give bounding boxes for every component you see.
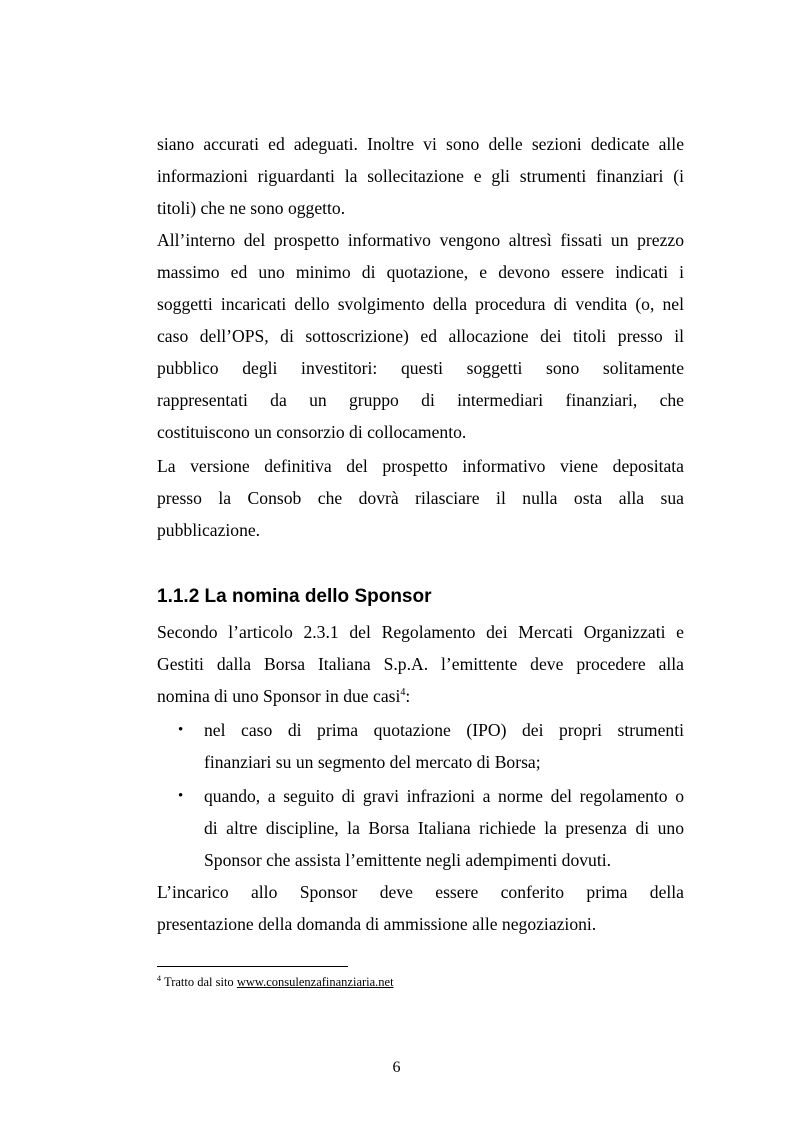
text-line: informazioni riguardanti la sollecitazione e gli strumenti finanziari (i — [157, 166, 684, 186]
text-line: quando, a seguito di gravi infrazioni a norme del regolamento o — [204, 786, 684, 806]
footnote-divider — [157, 966, 348, 967]
text-line: L’incarico allo Sponsor deve essere conferito prima della — [157, 882, 684, 902]
text-line: nel caso di prima quotazione (IPO) dei propri strumenti — [204, 720, 684, 740]
footnote — [157, 973, 394, 991]
text-line: rappresentati da un gruppo di intermediari finanziari, che — [157, 390, 684, 410]
footnote-number: 4 — [157, 973, 161, 983]
text-line: presso la Consob che dovrà rilasciare il nulla osta alla sua — [157, 488, 684, 508]
text-line: massimo ed uno minimo di quotazione, e devono essere indicati i — [157, 262, 684, 282]
text-line: pubblico degli investitori: questi soggetti sono solitamente — [157, 358, 684, 378]
page-number: 6 — [392, 1059, 401, 1076]
text-line — [157, 684, 684, 708]
text-line: finanziari su un segmento del mercato di Borsa; — [204, 752, 541, 772]
text-line: La versione definitiva del prospetto informativo viene depositata — [157, 456, 684, 476]
text-line: Secondo l’articolo 2.3.1 del Regolamento dei Mercati Organizzati e — [157, 622, 684, 642]
bullet-icon: • — [178, 722, 184, 738]
text-line: di altre discipline, la Borsa Italiana richiede la presenza di uno — [204, 818, 684, 838]
footnote-reference: 4 — [400, 687, 406, 699]
footnote-link[interactable]: www.consulenzafinanziaria.net — [236, 975, 394, 989]
text-line: caso dell’OPS, di sottoscrizione) ed allocazione dei titoli presso il — [157, 326, 684, 346]
section-heading: 1.1.2 La nomina dello Sponsor — [157, 586, 432, 607]
text-line: siano accurati ed adeguati. Inoltre vi sono delle sezioni dedicate alle — [157, 134, 684, 154]
text-line: All’interno del prospetto informativo vengono altresì fissati un prezzo — [157, 230, 684, 250]
footnote-text: Tratto dal sito — [164, 975, 234, 989]
text-line: Sponsor che assista l’emittente negli adempimenti dovuti. — [204, 850, 612, 870]
text-line: titoli) che ne sono oggetto. — [157, 198, 346, 218]
bullet-icon: • — [178, 788, 184, 804]
text-line: presentazione della domanda di ammissione alle negoziazioni. — [157, 914, 597, 934]
text-line: pubblicazione. — [157, 520, 261, 540]
text-fragment: : — [405, 686, 411, 706]
text-line: soggetti incaricati dello svolgimento della procedura di vendita (o, nel — [157, 294, 684, 314]
text-fragment: nomina di uno Sponsor in due casi — [157, 686, 401, 706]
text-line: costituiscono un consorzio di collocamento. — [157, 422, 467, 442]
text-line: Gestiti dalla Borsa Italiana S.p.A. l’emittente deve procedere alla — [157, 654, 684, 674]
